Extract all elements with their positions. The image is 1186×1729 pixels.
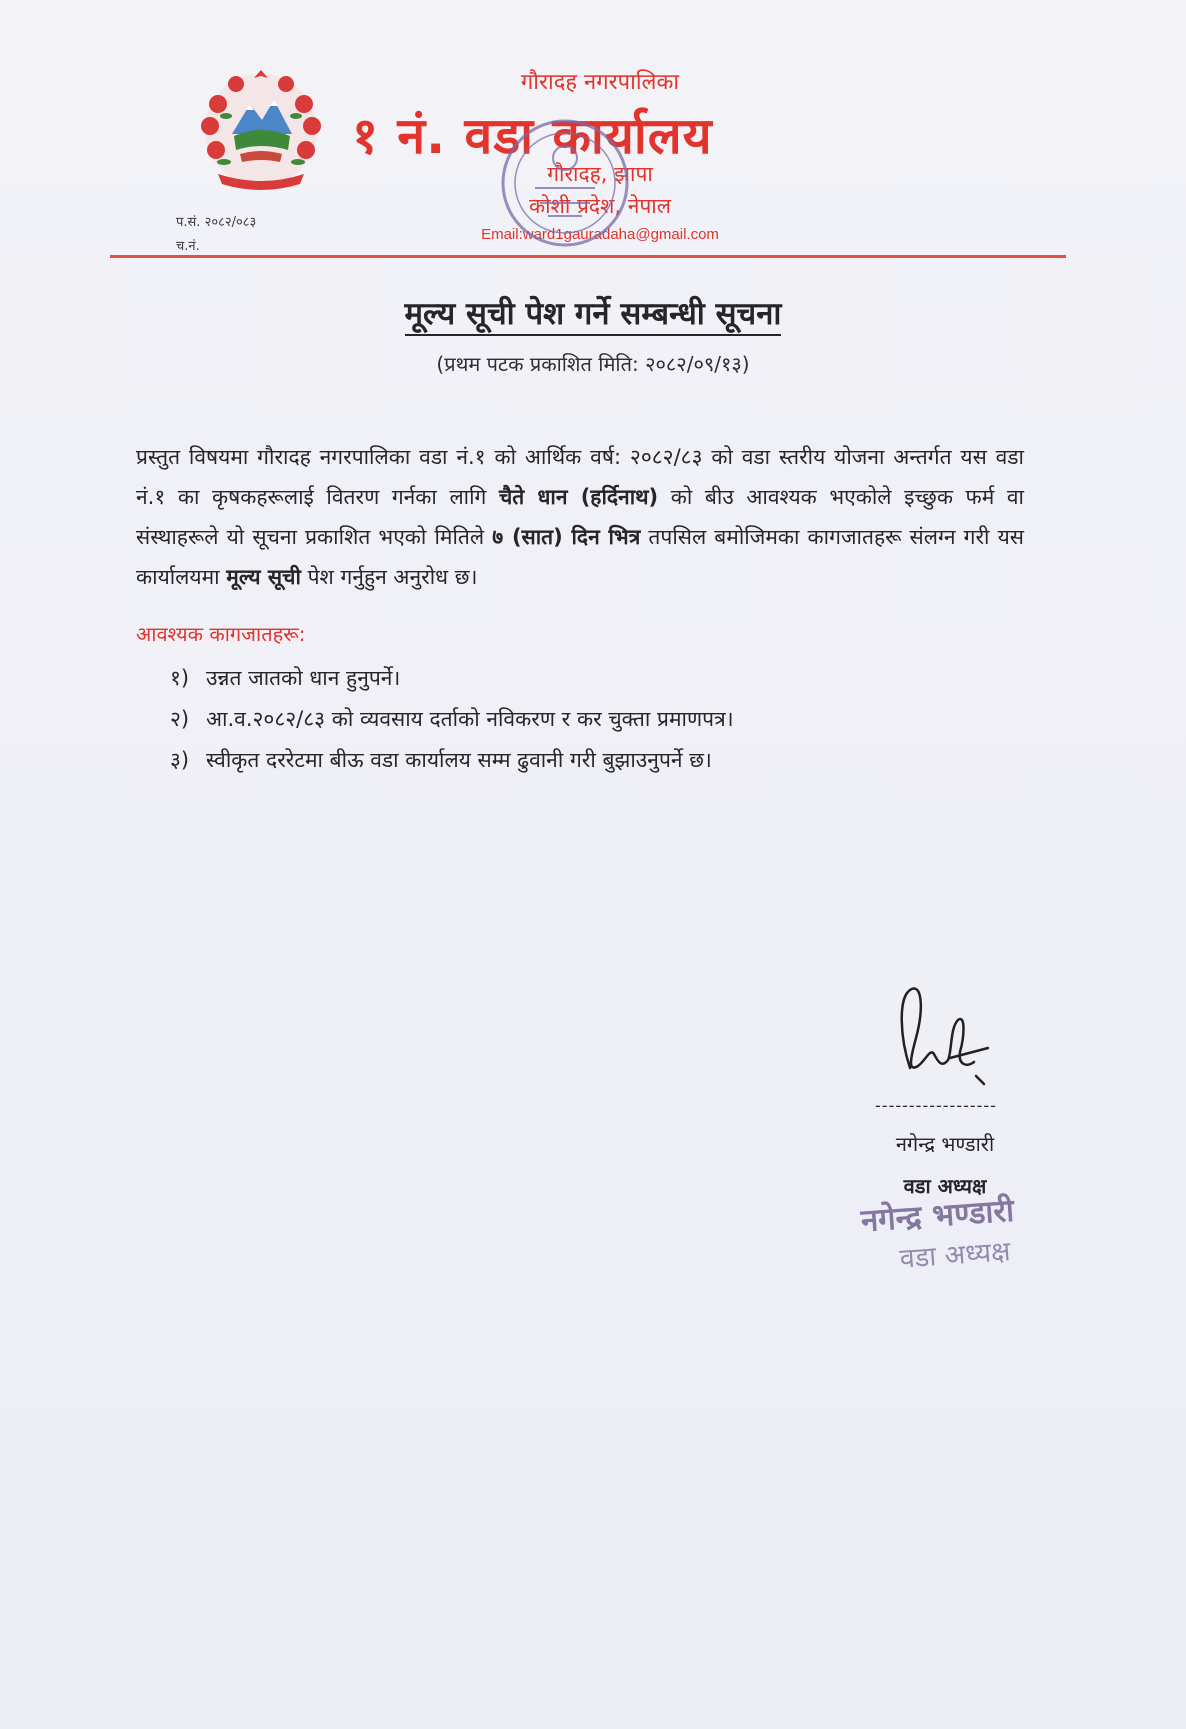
district-line: गौरादह, झापा: [547, 162, 653, 186]
letter-reference-number: प.सं. २०८२/०८३: [176, 215, 257, 230]
dispatch-number: च.नं.: [176, 239, 200, 254]
signatory-title: वडा अध्यक्ष: [903, 1174, 987, 1198]
list-item: ३) स्वीकृत दररेटमा बीऊ वडा कार्यालय सम्म ढुवानी गरी बुझाउनुपर्ने छ।: [170, 748, 712, 772]
letterhead-divider: [110, 255, 1066, 258]
signature-line: ------------------: [875, 1096, 997, 1115]
paddy-variety: चैते धान (हर्दिनाथ): [498, 485, 659, 509]
deadline: ७ (सात) दिन भित्र: [492, 525, 641, 549]
notice-body: प्रस्तुत विषयमा गौरादह नगरपालिका वडा नं.१ को आर्थिक वर्ष: २०८२/८३ को वडा स्तरीय योजना अन्तर्गत यस वडा नं.१ का कृषकहरूलाई वितरण गर्नका लागि चैते धान (हर्दिनाथ) को बीउ आवश्यक भएकोले इच्छुक फर्म वा संस्थाहरूले यो सूचना प्रकाशित भएको मितिले ७ (सात) दिन भित्र तपसिल बमोजिमका कागजातहरू संलग्न गरी यस कार्यालयमा मूल्य सूची पेश गर्नुहुन अनुरोध छ।: [136, 445, 1024, 589]
requirements-list: [170, 658, 970, 781]
municipality-name: गौरादह नगरपालिका: [520, 70, 680, 95]
list-item: १) उन्नत जातको धान हुनुपर्ने।: [170, 666, 401, 690]
notice-title: मूल्य सूची पेश गर्ने सम्बन्धी सूचना: [0, 292, 1186, 334]
province-address: कोशी प्रदेश, नेपाल: [529, 194, 671, 218]
nepal-emblem-logo: [188, 64, 334, 198]
handwritten-signature: [880, 968, 1000, 1088]
name-stamp: नगेन्द्र भण्डारी वडा अध्यक्ष: [859, 1192, 1016, 1275]
price-list-term: मूल्य सूची: [226, 565, 301, 589]
official-seal-stamp: [490, 108, 640, 258]
office-email: Email:ward1gauradaha@gmail.com: [481, 226, 719, 243]
list-item: २) आ.व.२०८२/८३ को व्यवसाय दर्ताको नविकरण र कर चुक्ता प्रमाणपत्र।: [170, 707, 734, 731]
signatory-name: नगेन्द्र भण्डारी: [895, 1132, 995, 1156]
ward-office-title: १ नं. वडा कार्यालय: [352, 107, 713, 165]
publication-date: (प्रथम पटक प्रकाशित मिति: २०८२/०९/१३): [436, 352, 750, 376]
requirements-heading: आवश्यक कागजातहरू:: [136, 622, 306, 646]
